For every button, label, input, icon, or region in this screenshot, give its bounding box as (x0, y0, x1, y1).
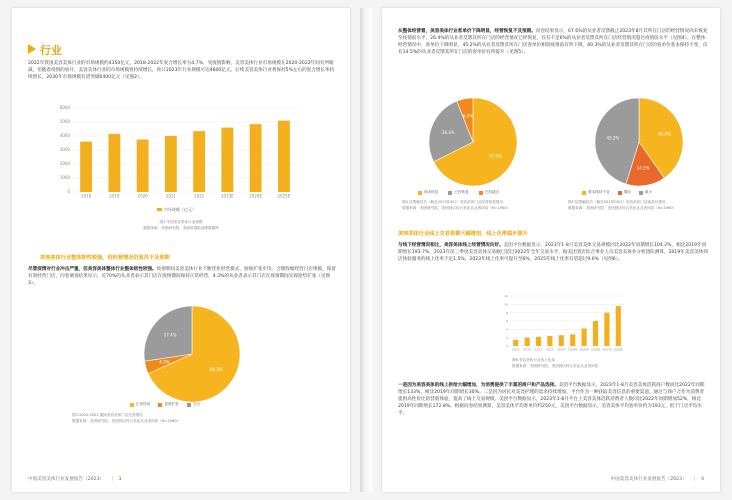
y-tick-label: 4 (506, 327, 508, 332)
left-footer-title: 中国美容美体行业发展报告（2023） (28, 477, 105, 482)
x-tick-label: 2028E (613, 347, 624, 352)
left-footer-separator: | (111, 477, 114, 482)
x-tick-label: 2021 (165, 193, 176, 199)
bar (604, 313, 609, 346)
bar (536, 337, 541, 346)
bar (221, 128, 233, 192)
chart6-source: 数据来源：美团研究院，美团到店综合美业从业者问卷 (512, 364, 599, 368)
y-tick-label: 10 (504, 302, 508, 307)
bar (593, 321, 598, 346)
slice-label: 4.3% (159, 359, 170, 365)
legend-item (582, 190, 610, 195)
market-size-bar-chart (52, 104, 302, 214)
right-paragraph-3-body: 美团平台数据显示，2023年1-8月美容美体活跃商户数同比2022年同期增长133%，相比2019年同期增长30%。二是因为居民对美容护理的需求持续增加，平台作为一种获取美容信息的重要渠道，通过与商户合作为消费者提供高性价比的营销体验，提高了线上交易规模。美团平台数据显示，2023年1-8月平台上美容美体活跃消费者人数同比2022年同期增加52%，相比2019年同期增长172.8%。根据问卷结果测算，美容美体平均客单价约250元，美团平台数据显示，美容美体平均客单价约为193元，低于门店平均水平。 (398, 383, 705, 416)
y-tick-label: 1000 (59, 175, 70, 181)
legend-label: 正常经营 (136, 402, 151, 406)
y-tick-label: 2 (506, 335, 508, 340)
slice-label: 27.4% (163, 332, 177, 338)
y-tick-label: 6000 (59, 105, 70, 111)
legend-swatch (582, 191, 586, 195)
section-triangle-icon (28, 44, 36, 54)
recovery-pie-chart (408, 96, 538, 188)
legend-swatch (130, 403, 134, 407)
bar (547, 336, 552, 346)
legend-item (158, 402, 178, 407)
chart4-source: 数据来源：美团研究院，美团到店综合美业从业者问卷（N=1960） (402, 206, 511, 210)
slice-label: 26.4% (441, 130, 455, 136)
legend-label: 市场规模（亿元） (164, 207, 196, 212)
slice-label: 68.3% (209, 367, 223, 373)
legend-label: 基本保持不变 (588, 190, 610, 194)
legend-label: 增加 (623, 190, 631, 194)
x-tick-label: 2025E (579, 347, 589, 352)
right-page (382, 8, 720, 492)
legend-swatch (418, 191, 422, 195)
chart4-legend (418, 190, 499, 195)
left-paragraph-2-lead: 尽管疫情对行业冲击严重，但美容美体整体行业整体韧性较强。 (28, 267, 157, 272)
slice-label: 6.0% (462, 113, 474, 119)
x-tick-label: 2022 (194, 193, 205, 199)
book-spine (360, 8, 372, 492)
x-tick-label: 2024E (567, 347, 578, 352)
right-page-number: 4 (701, 477, 704, 482)
y-tick-label: 3000 (59, 147, 70, 153)
x-tick-label: 2020 (523, 347, 531, 352)
chart1-source: 数据来源：美团研究院，美丽说国际品牌数据库 (143, 226, 219, 230)
y-tick-label: 6 (506, 319, 508, 324)
legend-item (618, 190, 631, 195)
left-paragraph-2 (28, 266, 338, 287)
legend-label: 已经超过 (484, 190, 500, 194)
chart1-caption: 图2 中国美容美体行业规模 (159, 220, 203, 224)
chart5-legend (582, 190, 652, 195)
x-tick-label: 2019 (511, 347, 520, 352)
x-tick-label: 2024E (249, 193, 262, 199)
intro-paragraph: 2022年我国美容美体行业的市场规模约4350亿元，2018-2022年复合增长率为4.7%，受疫情影响，美容美体行业市场规模在2020-2022年间有所缩减，但随着疫情的放开，美容美体行业的市场规模将持续增长，预计2023年行业规模可达4600亿元，后续美容美体行业将保持5%左右的复合增长率持续增长，2030年市场规模有望突破6400亿元（见图2）。 (28, 61, 335, 80)
legend-label: 已经恢复 (454, 190, 469, 194)
slice-label: 67.6% (489, 153, 502, 159)
right-paragraph-3-lead: 一是因为美容美体的线上供给大幅增加，为消费提供了丰富的商户和产品选择。 (398, 383, 559, 388)
legend-swatch (187, 403, 191, 407)
y-tick-label: 5000 (59, 119, 70, 125)
ticket-price-pie-chart (574, 96, 704, 188)
right-paragraph-2-lead: 与线下经营情况相比，美容美体线上经营情况向好。 (398, 243, 504, 248)
y-tick-label: 12 (504, 294, 508, 299)
chart5-caption: 图5 疫情解封后（截至2023年8月）美容美体门店客单价情况 (568, 200, 666, 204)
x-tick-label: 2023E (221, 193, 234, 199)
legend-label: 逆势扩张 (164, 402, 179, 406)
y-tick-label: 2000 (59, 161, 70, 167)
y-tick-label: 8 (506, 310, 508, 315)
left-subheading: 美容美体行业整体韧性较强，但经营情况仍复苏不及预期 (40, 255, 170, 261)
right-paragraph-2 (398, 242, 708, 263)
x-tick-label: 2021 (534, 347, 543, 352)
bar (137, 140, 149, 193)
y-tick-label: 0 (67, 189, 70, 195)
bar (250, 124, 262, 192)
right-subheading: 美容美体行业线上交易规模大幅增加，线上化率稳步提升 (398, 231, 528, 237)
right-paragraph-1-lead: 从整体经营看，美容美体行业客单价下降明显，经营恢复不及预期。 (398, 29, 536, 34)
x-tick-label: 2020 (137, 193, 148, 199)
chart4-caption: 图4 疫情解封后（截至2023年8月）美容美体门店经营恢复情况 (402, 200, 504, 204)
x-tick-label: 2018 (81, 193, 92, 199)
bar (108, 134, 120, 192)
legend-item (479, 190, 499, 195)
section-title: 行业 (40, 44, 62, 57)
bar (278, 121, 290, 192)
right-paragraph-1 (398, 28, 708, 56)
legend-label: 尚未恢复 (424, 190, 439, 194)
store-operation-pie-chart (142, 304, 242, 404)
online-rate-bar-chart (498, 292, 628, 354)
left-paragraph-2-body: 疫情期间美容美体行业不断优化经营模式，放缓扩张步伐，合理收缩经营门店规模，保留有效经营门店，问卷调查结果显示，近70%的从业者表示其门店在疫情期间保持正常经营，4.3%的从业者表示其门店在疫情期间实现逆势扩张（见图3）。 (28, 267, 336, 286)
left-page (12, 8, 350, 492)
x-tick-label: 2027E (602, 347, 612, 352)
legend-swatch (448, 191, 452, 195)
legend-swatch (618, 191, 622, 195)
legend-item (418, 190, 438, 195)
legend-swatch (479, 191, 483, 195)
y-tick-label: 4000 (59, 133, 70, 139)
legend-item (639, 190, 652, 195)
x-tick-label: 2019 (109, 193, 120, 199)
legend-item (448, 190, 468, 195)
bar (80, 142, 92, 192)
y-tick-label: 0 (506, 344, 508, 349)
bar (616, 306, 621, 346)
legend-label: 关店 (192, 402, 200, 406)
slice-label: 40.3% (657, 131, 671, 137)
bar (559, 335, 564, 346)
x-tick-label: 2026E (590, 347, 601, 352)
legend-label: 减少 (644, 190, 652, 194)
bar (582, 329, 587, 347)
chart6-caption: 图6 美容美体行业线上化率 (512, 358, 555, 362)
legend-swatch (158, 403, 162, 407)
right-footer-separator: | (694, 477, 696, 482)
bar (165, 136, 177, 192)
slice-label: 45.2% (606, 135, 620, 141)
legend-swatch (157, 208, 162, 211)
legend-item (130, 402, 150, 407)
bar (513, 340, 518, 346)
right-footer (611, 476, 704, 482)
chart3-source: 数据来源：美团研究院，美团到店综合美业从业者问卷（N=1960） (72, 419, 181, 423)
right-paragraph-1-body: 问卷结果显示，67.6%的从业者反馈截止2023年8月其所在门店的经营情况尚未恢复至疫情前水平，26.4%的从业者反馈其所在门店的经营情况已经恢复，仅有不足6%的从业者反馈其所在门店经营情况超过疫情前水平（见图4）。在整体经营情况中，客单价下降明显，45.2%的从业者反馈其所在门店客单价相较疫情前有所下降，40.3%的从业者反馈其所在门店的客单价基本保持不变，仅有14.5%的从业者反馈其所在门店的客单价有所提升（见图5）。 (398, 29, 708, 55)
bar (570, 334, 575, 346)
chart5-source: 数据来源：美团研究院，美团到店综合美业从业者问卷（N=1960） (568, 206, 677, 210)
legend-item (187, 402, 200, 407)
x-tick-label: 2025E (277, 193, 291, 199)
bar (193, 131, 205, 192)
legend-swatch (639, 191, 643, 195)
left-page-number: 3 (118, 477, 122, 482)
x-tick-label: 2023 (557, 347, 566, 352)
right-paragraph-2-body: 美团平台数据显示，2023年1-8月美容美体交易规模同比2022年同期增长104.2%，相比2019年同期增长193.7%，2023年前三季度美容美体交易额已超过2022年全年交易水平，据美团到店综合事业人员美容美体业分析团队测算，2019年美容美体到店体验服务的线上化率不足1.5%，2023年线上化率可提升至6%，2025年线上化率有望超过9.6%（见图6）。 (398, 243, 708, 262)
chart3-legend (130, 402, 200, 407)
right-footer-title: 中国美容美体行业发展报告（2023） (610, 477, 687, 482)
left-footer (28, 476, 121, 482)
bar (525, 338, 530, 346)
chart3-caption: 图3 2020-2022 期间美容美体门店经营情况 (72, 413, 143, 417)
right-paragraph-3 (398, 382, 708, 417)
slice-label: 14.5% (636, 165, 650, 171)
x-tick-label: 2022 (546, 347, 554, 352)
